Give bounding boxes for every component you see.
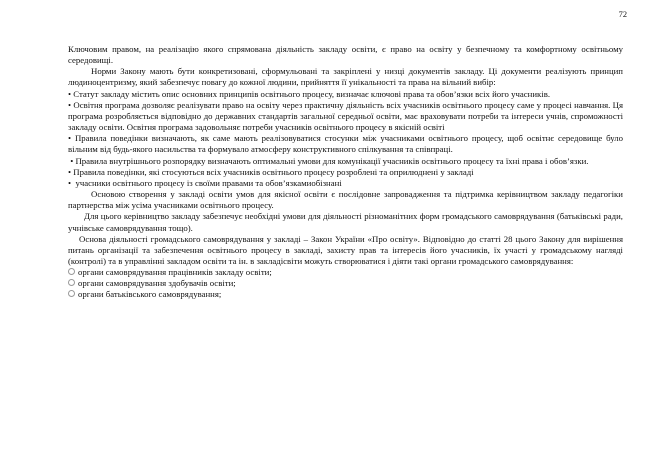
- bullet-icon: •: [68, 177, 72, 188]
- law-basis-paragraph: Основа діяльності громадського самоврядування у закладі – Закон України «Про освіту». Відповідно до статті 28 цього Закону для вирішення питань організації та забезпечення освітнього процесу в закладі, захисту прав та інтересів його учасників, їх участі у громадському нагляді (контролі) та в управлінні закладом освіти та ін. в закладісвіти можуть створюватися і діяти такі органи громадського самоврядування:: [68, 233, 623, 266]
- bullet-icon: •: [68, 155, 74, 166]
- page-body: [68, 44, 623, 301]
- organ-text: органи самоврядування працівників закладу освіти;: [78, 267, 272, 278]
- bullet-item-program: [68, 100, 623, 133]
- organ-item-students: [68, 278, 623, 289]
- hollow-circle-bullet-icon: [68, 268, 75, 275]
- bullet-text: Статут закладу містить опис основних принципів освітнього процесу, визначає ключові права та обов’язки всіх його учасників.: [71, 88, 551, 99]
- bullet-text: Правила внутрішнього розпорядку визначають оптимальні умови для комунікації учасників освітнього процесу та їхні права і обов’язки.: [73, 155, 589, 166]
- bullet-text: Правила поведінки, які стосуються всіх учасників освітнього процесу розроблені та оприлюднені у закладі: [71, 166, 474, 177]
- bullet-item-internal-rules: [68, 156, 623, 167]
- organ-item-staff: [68, 267, 623, 278]
- bullet-icon: •: [68, 88, 72, 99]
- self-government-conditions-paragraph: Для цього керівництво закладу забезпечує необхідні умови для діяльності різноманітних форм громадського самоврядування (батьківські ради, учнівське самоврядування тощо).: [68, 211, 623, 233]
- bullet-text: учасники освітнього процесу із своїми правами та обов’язкамиобізнані: [71, 177, 342, 188]
- hollow-circle-bullet-icon: [68, 290, 75, 297]
- bullet-item-participants: [68, 178, 623, 189]
- norms-paragraph: Норми Закону мають бути конкретизовані, сформульовані та закріплені у низці документів закладу. Ці документи реалізують принцип людиноцентризму, який забезпечує повагу до кожної людини, прийняття її унікальності та права на вільний вибір:: [68, 66, 623, 88]
- bullet-item-statute: [68, 89, 623, 100]
- bullet-icon: •: [68, 166, 72, 177]
- page-number: 72: [618, 10, 627, 19]
- bullet-text: Правила поведінки визначають, як саме мають реалізовуватися стосунки між учасниками освітнього процесу, щоб освітнє середовище було вільним від будь-якого насильства та формувало атмосферу конструктивного спілкування та співпраці.: [68, 133, 623, 155]
- bullet-item-behavior-rules: [68, 133, 623, 155]
- intro-paragraph: Ключовим правом, на реалізацію якого спрямована діяльність закладу освіти, є право на освіту у безпечному та комфортному освітньому середовищі.: [68, 44, 623, 66]
- organ-text: органи батьківського самоврядування;: [78, 289, 222, 300]
- hollow-circle-bullet-icon: [68, 279, 75, 286]
- bullet-text: Освітня програма дозволяє реалізувати право на освіту через практичну діяльність всіх учасників освітнього процесу саме у процесі навчання. Ця програма розробляється відповідно до державних стандартів загальної середньої освіти, має враховувати потреби та інтереси учнів, спроможності закладу освіти. Освітня програма задовольняє потреби учасників освітнього процесу в якісній освіті: [68, 99, 623, 133]
- bullet-icon: •: [68, 99, 72, 110]
- organ-text: органи самоврядування здобувачів освіти;: [78, 278, 236, 289]
- organ-item-parents: [68, 289, 623, 300]
- partnership-paragraph: Основою створення у закладі освіти умов для якісної освіти є послідовне запровадження та підтримка керівництвом закладу педагогіки партнерства між усіма учасниками освітнього процесу.: [68, 189, 623, 211]
- bullet-item-published-rules: [68, 167, 623, 178]
- bullet-icon: •: [68, 133, 72, 144]
